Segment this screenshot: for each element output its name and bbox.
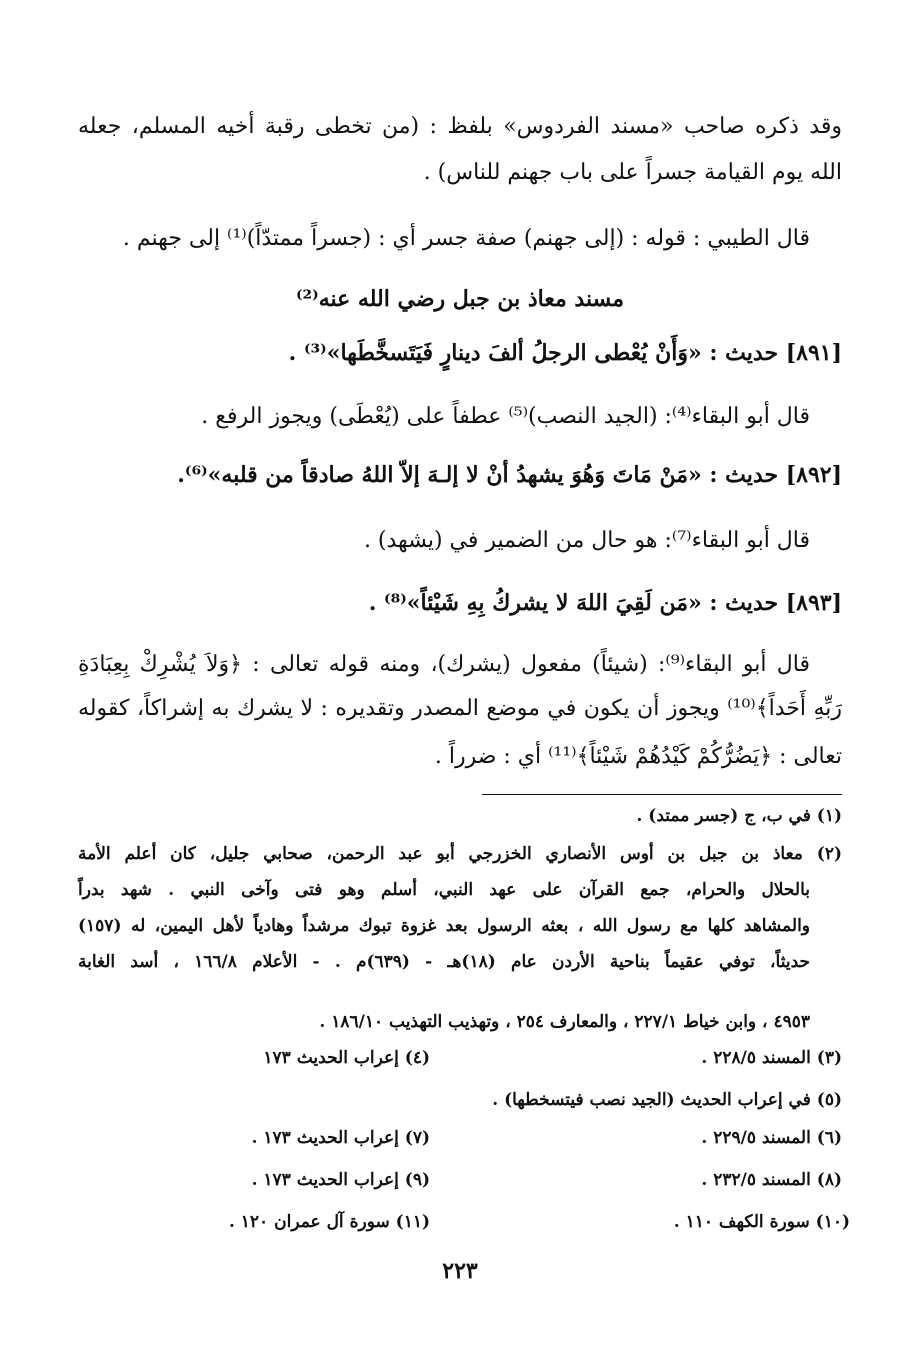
footnote-2-line-1: (٢) معاذ بن جبل بن أوس الأنصاري الخزرجي أبو عبد الرحمن، صحابي جليل، كان أعلم الأمة [78,844,842,864]
body-line-8: قال أبو البقاء⁽⁷⁾: هو حال من الضمير في (يشهد) . [363,528,810,553]
body-line-2: الله يوم القيامة جسراً على باب جهنم للناس) . [423,160,842,185]
body-line-10: قال أبو البقاء⁽⁹⁾: (شيئاً) مفعول (يشرك)، ومنه قوله تعالى : ﴿وَلاَ يُشْرِكْ بِعِبَادَةِ [78,652,810,677]
footnote-10: (١٠) سورة الكهف ١١٠ . [673,1212,850,1232]
hadith-892: [٨٩٢] حديث : «مَنْ مَاتَ وَهُوَ يشهدُ أنْ لا إلـهَ إلاّ اللهُ صادقاً من قلبه»⁽⁶⁾. [177,462,842,488]
footnote-11: (١١) سورة آل عمران ١٢٠ . [228,1212,430,1232]
footnote-1: (١) في ب، ج (جسر ممتد) . [636,806,842,826]
section-heading: مسند معاذ بن جبل رضي الله عنه⁽²⁾ [295,286,625,312]
body-line-3: قال الطيبي : قوله : (إلى جهنم) صفة جسر أي : (جسراً ممتدّاً)⁽¹⁾ إلى جهنم . [122,226,810,251]
footnote-2-line-5: ٤٩٥٣ ، وابن خياط ٢٢٧/١ ، والمعارف ٢٥٤ ، وتهذيب التهذيب ١٨٦/١٠ . [319,1012,810,1032]
footnote-8: (٨) المسند ٢٣٢/٥ . [701,1170,842,1190]
body-line-12: تعالى : ﴿يَضُرُّكُمْ كَيْدُهُمْ شَيْئاً﴾⁽¹¹⁾ أي : ضرراً . [434,744,842,769]
body-line-1: وقد ذكره صاحب «مسند الفردوس» بلفظ : (من تخطى رقبة أخيه المسلم، جعله [78,114,842,139]
body-line-11: رَبِّهِ أَحَداً﴾⁽¹⁰⁾ ويجوز أن يكون في موضع المصدر وتقديره : لا يشرك به إشراكاً، كقوله [78,696,842,721]
footnote-3: (٣) المسند ٢٢٨/٥ . [701,1048,842,1068]
page-number: ٢٢٣ [442,1258,478,1284]
footnote-9: (٩) إعراب الحديث ١٧٣ . [251,1170,430,1190]
footnote-separator [482,794,842,795]
hadith-893: [٨٩٣] حديث : «مَن لَقِيَ اللهَ لا يشركُ بِهِ شَيْئاً»⁽⁸⁾ . [368,590,842,616]
hadith-891: [٨٩١] حديث : «وَأَنْ يُعْطى الرجلُ ألفَ دينارٍ فَيَتَسخَّطَها»⁽³⁾ . [288,340,842,366]
footnote-7: (٧) إعراب الحديث ١٧٣ . [251,1128,430,1148]
footnote-5: (٥) في إعراب الحديث (الجيد نصب فيتسخطها) . [492,1090,842,1110]
body-line-6: قال أبو البقاء⁽⁴⁾: (الجيد النصب)⁽⁵⁾ عطفاً على (يُعْطَى) ويجوز الرفع . [201,404,810,429]
footnote-2-line-4: حديثاً، توفي عقيماً بناحية الأردن عام (١٨)هـ - (٦٣٩)م . - الأعلام ١٦٦/٨ ، أسد الغابة [78,952,810,972]
footnote-6: (٦) المسند ٢٢٩/٥ . [701,1128,842,1148]
footnote-4: (٤) إعراب الحديث ١٧٣ [263,1048,430,1068]
footnote-2-line-3: والمشاهد كلها مع رسول الله ، بعثه الرسول بعد غزوة تبوك مرشداً وهادياً لأهل اليمين، له (١٥٧) [78,916,810,936]
footnote-2-line-2: بالحلال والحرام، جمع القرآن على عهد النبي، أسلم وهو فتى وآخى النبي . شهد بدراً [78,880,810,900]
